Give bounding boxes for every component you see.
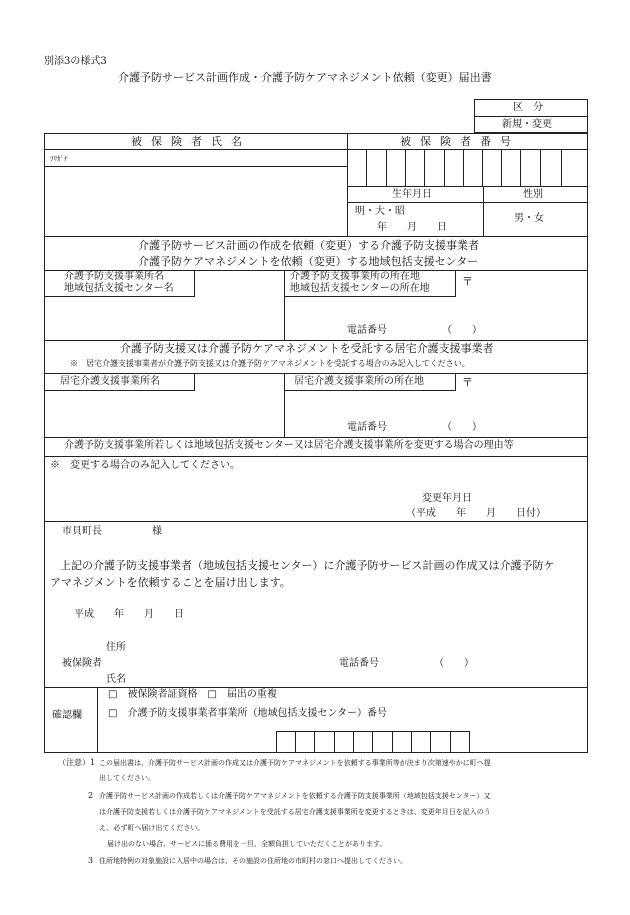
reason-title: 介護予防支援事業所若しくは地域包括支援センター又は居宅介護支援事業所を変更する場合の理由等 (64, 440, 514, 451)
support-name-label-1: 介護予防支援事業所名 (64, 271, 164, 282)
support-addr-label-2: 地域包括支援センターの所在地 (290, 283, 430, 294)
home-note: ※ 居宅介護支援事業者が介護予防支援又は介護予防ケアマネジメントを受託する場合のみ記入してください。 (70, 359, 470, 368)
support-name-label-2: 地域包括支援センター名 (64, 283, 174, 294)
insured-number-field[interactable] (348, 150, 587, 185)
sex-value[interactable]: 男・女 (514, 213, 544, 224)
insured-label: 被保険者 (62, 658, 102, 669)
home-addr-label: 居宅介護支援事業所の所在地 (294, 376, 424, 387)
insured-name-field[interactable] (45, 167, 346, 235)
home-title: 介護予防支援又は介護予防ケアマネジメントを受託する居宅介護支援事業者 (120, 342, 494, 355)
office-number-grid[interactable] (276, 731, 470, 753)
note-1-b: 出してください。 (99, 774, 155, 782)
declaration-date[interactable]: 平成 年 月 日 (74, 609, 184, 620)
support-name-field[interactable] (45, 298, 283, 339)
support-title-2: 介護予防ケアマネジメントを依頼（変更）する地域包括支援センター (138, 255, 479, 268)
note-2-c: え、必ず町へ届け出てください。 (99, 824, 205, 832)
name-label: 氏名 (106, 674, 126, 685)
note-2-a: 介護予防サービス計画の作成若しくは介護予防ケアマネジメントを依頼する介護予防支援事業所（地域包括支援センター）又 (99, 792, 491, 800)
address-label: 住所 (106, 642, 126, 653)
applicant-phone[interactable]: 電話番号 （ ） (339, 658, 474, 669)
furigana-label: ﾌﾘｶﾞﾅ (50, 155, 68, 163)
support-postal-mark: 〒 (462, 275, 473, 288)
note-2-d: 届け出のない場合、サービスに係る費用を一旦、全額負担していただくことがあります。 (107, 840, 387, 848)
note-2-label: 2 (88, 791, 94, 800)
support-title-1: 介護予防サービス計画の作成を依頼（変更）する介護予防支援事業者 (138, 239, 479, 252)
confirm-line-1[interactable]: □ 被保険者証資格 □ 届出の重複 (108, 689, 277, 700)
support-phone[interactable]: 電話番号 （ ） (347, 325, 482, 336)
note-3-a: 住所地特例の対象施設に入居中の場合は、その施設の住所地の市町村の窓口へ提出してください。 (99, 857, 407, 865)
home-phone[interactable]: 電話番号 （ ） (347, 422, 482, 433)
addressee: 市貝町長 様 (62, 526, 162, 537)
support-addr-field[interactable] (285, 298, 587, 322)
confirm-label: 確認欄 (52, 710, 82, 721)
change-date-detail[interactable]: （平成 年 月 日付） (406, 508, 546, 519)
birth-ymd[interactable]: 年 月 日 (377, 222, 447, 233)
kubun-value[interactable]: 新規・変更 (502, 119, 552, 130)
applicant-address-field[interactable] (140, 640, 330, 656)
note-3-label: 3 (88, 856, 94, 865)
change-date-label: 変更年月日 (422, 493, 472, 504)
applicant-name-field[interactable] (140, 672, 330, 688)
form-number: 別添3の様式3 (44, 56, 107, 67)
confirm-line-2[interactable]: □ 介護予防支援事業者事業所（地域包括支援センター）番号 (108, 708, 388, 719)
birth-header: 生年月日 (392, 189, 432, 200)
declaration-body-1: 上記の介護予防支援事業者（地域包括支援センター）に介護予防サービス計画の作成又は介護予防ケ (60, 559, 555, 572)
note-1-a: この届出書は、介護予防サービス計画の作成又は介護予防ケアマネジメントを依頼する事業所等が決まり次第速やかに町へ提 (99, 759, 491, 767)
birth-era[interactable]: 明・大・昭 (355, 206, 405, 217)
insured-name-header: 被保険者氏名 (131, 135, 251, 148)
home-postal-mark: 〒 (462, 376, 473, 389)
note-1-label: （注意）1 (58, 758, 96, 767)
home-addr-field[interactable] (285, 392, 587, 418)
support-addr-label-1: 介護予防支援事業所の所在地 (290, 271, 420, 282)
note-2-b: は介護予防支援若しくは介護予防ケアマネジメントを受託する居宅介護支援事業所を変更するときは、変更年月日を記入のう (99, 808, 491, 816)
insured-number-header: 被保険者番号 (400, 135, 520, 148)
form-title: 介護予防サービス計画作成・介護予防ケアマネジメント依頼（変更）届出書 (118, 71, 492, 84)
declaration-body-2: アマネジメントを依頼することを届け出します。 (50, 576, 291, 589)
sex-header: 性別 (523, 189, 543, 200)
home-name-label: 居宅介護支援事業所名 (60, 376, 160, 387)
kubun-header: 区 分 (513, 102, 543, 113)
reason-note: ※ 変更する場合のみ記入してください。 (50, 460, 240, 471)
home-name-field[interactable] (45, 392, 283, 436)
